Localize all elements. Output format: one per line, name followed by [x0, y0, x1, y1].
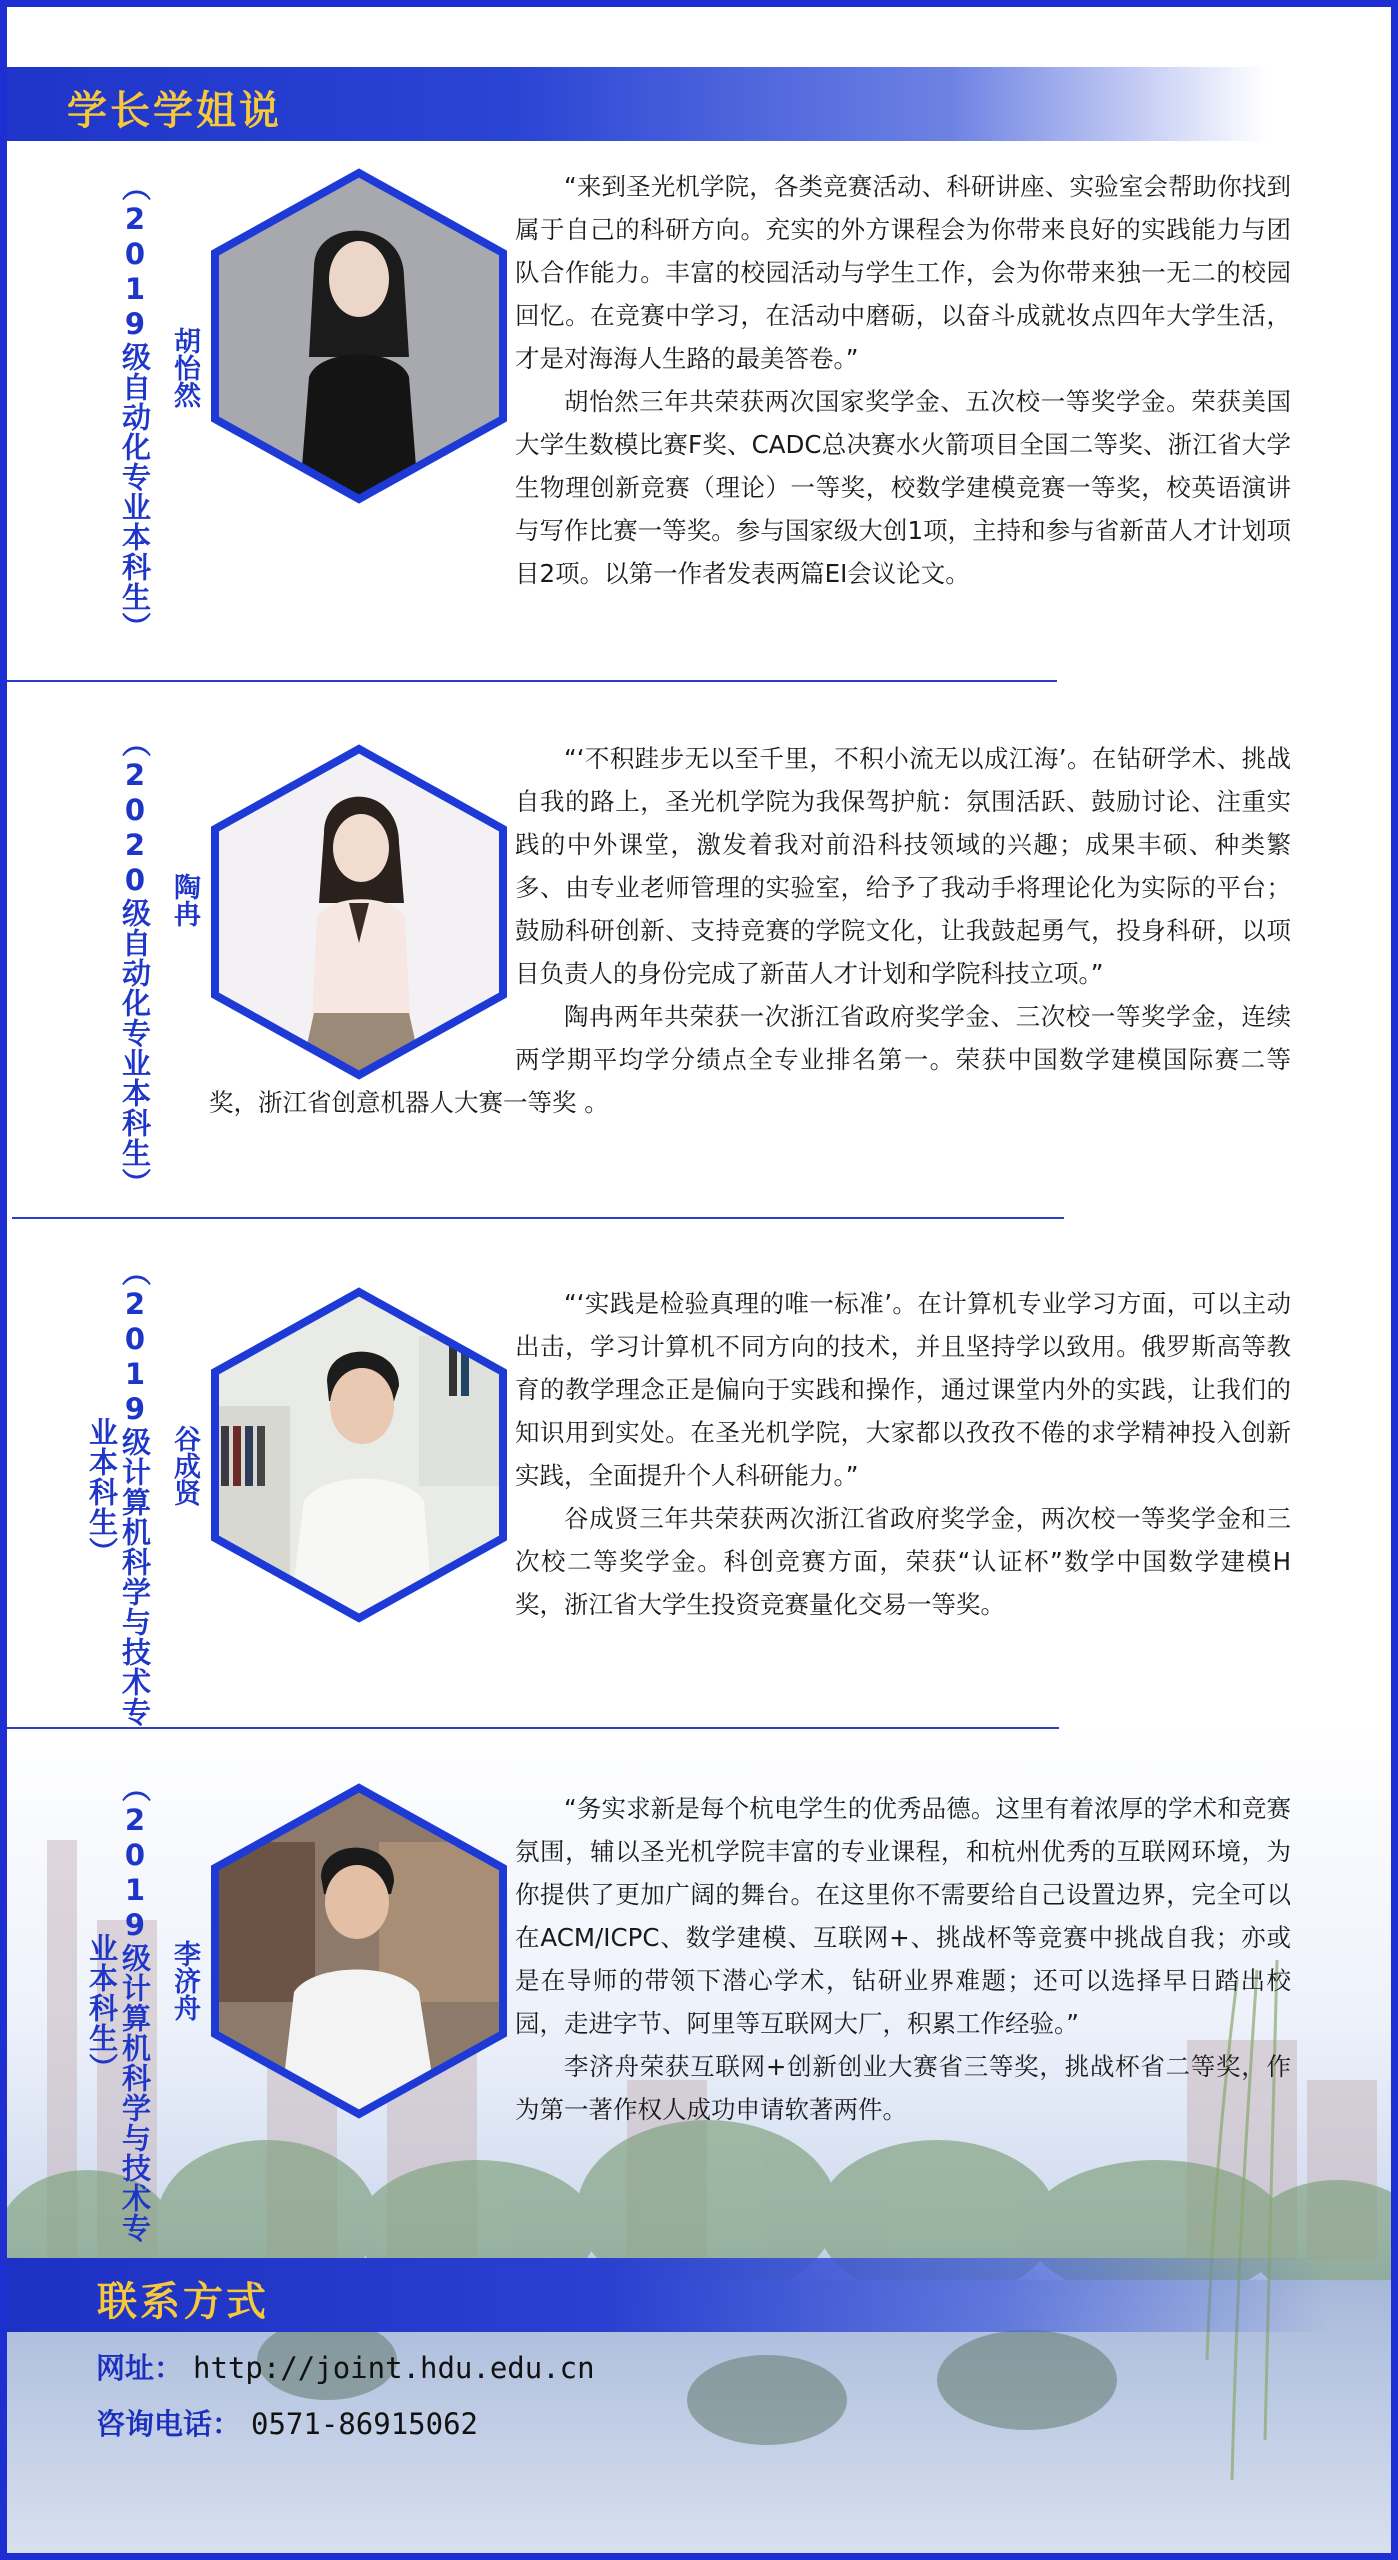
profile-achievements: 谷成贤三年共荣获两次浙江省政府奖学金，两次校一等奖学金和三次校二等奖学金。科创竞赛方面，荣获“认证杯”数学中国数学建模H奖，浙江省大学生投资竞赛量化交易一等奖。	[515, 1504, 1291, 1619]
profile-achievements: 胡怡然三年共荣获两次国家奖学金、五次校一等奖学金。荣获美国大学生数模比赛F奖、CADC总决赛水火箭项目全国二等奖、浙江省大学生物理创新竞赛（理论）一等奖，校数学建模竞赛一等奖，校英语演讲与写作比赛一等奖。参与国家级大创1项，主持和参与省新苗人才计划项目2项。以第一作者发表两篇EI会议论文。	[515, 387, 1291, 588]
profile-cohort: （2019级自动化专业本科生）	[118, 172, 152, 642]
profile-divider	[7, 680, 1057, 682]
profile-bio	[209, 737, 1291, 1124]
profile-divider	[12, 1217, 1064, 1219]
profile-cohort: （2019级计算机科学与技术专业本科生）	[85, 1773, 152, 2243]
profile-name: 胡怡然	[169, 327, 200, 408]
phone-number: 0571-86915062	[251, 2407, 478, 2441]
profile-cohort: （2019级计算机科学与技术专业本科生）	[85, 1257, 152, 1727]
profile-quote: “务实求新是每个杭电学生的优秀品德。这里有着浓厚的学术和竞赛氛围，辅以圣光机学院丰富的专业课程，和杭州优秀的互联网环境，为你提供了更加广阔的舞台。在这里你不需要给自己设置边界，完全可以在ACM/ICPC、数学建模、互联网+、挑战杯等竞赛中挑战自我；亦或是在导师的带领下潜心学术，钻研业界难题；还可以选择早日踏出校园，走进字节、阿里等互联网大厂，积累工作经验。”	[515, 1794, 1291, 2038]
profile-quote: “‘实践是检验真理的唯一标准’。在计算机专业学习方面，可以主动出击，学习计算机不同方向的技术，并且坚持学以致用。俄罗斯高等教育的教学理念正是偏向于实践和操作，通过课堂内外的实践，让我们的知识用到实处。在圣光机学院，大家都以孜孜不倦的求学精神投入创新实践，全面提升个人科研能力。”	[515, 1289, 1291, 1490]
profile-achievements: 李济舟荣获互联网+创新创业大赛省三等奖，挑战杯省二等奖，作为第一著作权人成功申请软著两件。	[515, 2052, 1291, 2124]
website-link[interactable]: http://joint.hdu.edu.cn	[193, 2351, 595, 2385]
profile-bio	[209, 1787, 1291, 2217]
profile-name: 李济舟	[169, 1940, 200, 2021]
website-label: 网址：	[96, 2351, 184, 2385]
profile-quote: “来到圣光机学院，各类竞赛活动、科研讲座、实验室会帮助你找到属于自己的科研方向。充实的外方课程会为你带来良好的实践能力与团队合作能力。丰富的校园活动与学生工作，会为你带来独一无二的校园回忆。在竞赛中学习，在活动中磨砺，以奋斗成就妆点四年大学生活，才是对海海人生路的最美答卷。”	[515, 172, 1291, 373]
contact-title: 联系方式	[97, 2279, 269, 2325]
profile-quote: “‘不积跬步无以至千里，不积小流无以成江海’。在钻研学术、挑战自我的路上，圣光机学院为我保驾护航：氛围活跃、鼓励讨论、注重实践的中外课堂，激发着我对前沿科技领域的兴趣；成果丰硕、种类繁多、由专业老师管理的实验室，给予了我动手将理论化为实际的平台；鼓励科研创新、支持竞赛的学院文化，让我鼓起勇气，投身科研，以项目负责人的身份完成了新苗人才计划和学院科技立项。”	[515, 744, 1291, 988]
section-header-band	[7, 67, 1267, 141]
profile-divider	[7, 1727, 1059, 1729]
phone-label: 咨询电话：	[96, 2407, 242, 2441]
phone-row	[96, 2404, 478, 2444]
profile-bio	[209, 165, 1291, 599]
profile-card	[7, 1252, 1391, 1732]
profile-card	[7, 157, 1391, 642]
profile-cohort: （2020级自动化专业本科生）	[118, 728, 152, 1198]
profile-achievements: 陶冉两年共荣获一次浙江省政府奖学金、三次校一等奖学金，连续两学期平均学分绩点全专业排名第一。荣获中国数学建模国际赛二等奖，浙江省创意机器人大赛一等奖 。	[209, 1002, 1291, 1117]
website-row	[96, 2348, 595, 2388]
profile-name: 谷成贤	[169, 1425, 200, 1506]
profile-name: 陶冉	[169, 873, 200, 927]
section-title: 学长学姐说	[67, 88, 282, 134]
contact-header-band	[7, 2258, 1327, 2332]
profile-bio	[209, 1282, 1291, 1702]
profile-card	[7, 1768, 1391, 2248]
profile-card	[7, 728, 1391, 1208]
